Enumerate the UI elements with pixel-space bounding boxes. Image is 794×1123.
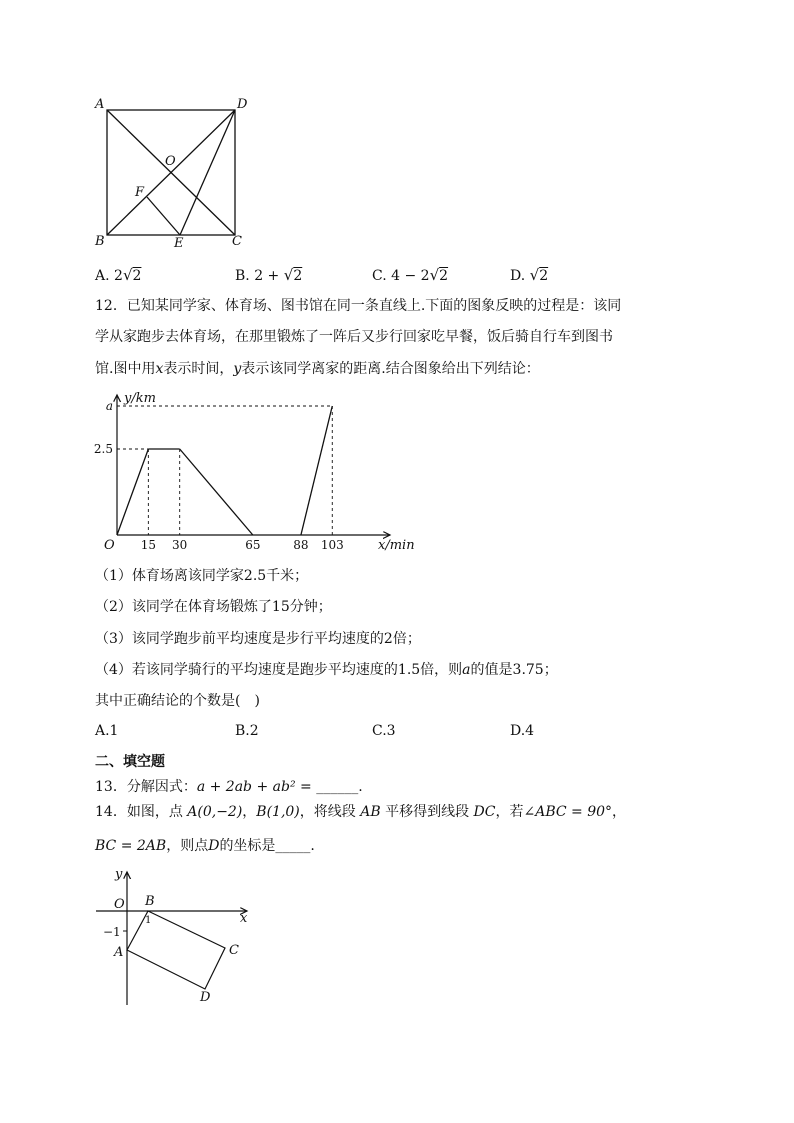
q12-line-3: 馆.图中用x表示时间，y表示该同学离家的距离.结合图象给出下列结论：: [95, 361, 540, 377]
x-tick-30: 30: [172, 538, 188, 552]
q12-question: 其中正确结论的个数是( ): [95, 693, 260, 709]
fig3-label-B: B: [145, 894, 155, 909]
x-tick-88: 88: [293, 538, 309, 552]
q12-line-2: 学从家跑步去体育场，在那里锻炼了一阵后又步行回家吃早餐，饭后骑自行车到图书: [95, 329, 613, 345]
q12-option-b: B.2: [235, 723, 259, 739]
section-heading: 二、填空题: [95, 754, 165, 770]
q12-option-a: A.1: [95, 723, 119, 739]
q12-conclusion-1: （1）体育场离该同学家2.5千米；: [95, 568, 309, 584]
x-axis-label: x/min: [378, 538, 415, 553]
q11-option-d: D. √2: [510, 266, 549, 284]
y-axis-label: y/km: [124, 391, 156, 406]
fig3-x-label: x: [240, 911, 248, 926]
label-O: O: [165, 154, 176, 169]
fig3-label-A: A: [114, 945, 124, 960]
square-figure: [90, 95, 260, 255]
fig3-label-D: D: [200, 990, 211, 1005]
origin-label: O: [104, 538, 115, 553]
q12-option-c: C.3: [372, 723, 396, 739]
q12-option-d: D.4: [510, 723, 535, 739]
distance-time-chart: [90, 390, 420, 560]
fig3-label-C: C: [229, 943, 239, 958]
label-A: A: [95, 97, 105, 112]
label-C: C: [232, 234, 242, 249]
q12-conclusion-3: （3）该同学跑步前平均速度是步行平均速度的2倍；: [95, 631, 421, 647]
q12-conclusion-2: （2）该同学在体育场锻炼了15分钟；: [95, 599, 332, 615]
x-tick-65: 65: [245, 538, 261, 552]
q14-line-2: BC = 2AB，则点D的坐标是_____.: [95, 838, 315, 854]
q13: 13．分解因式：a + 2ab + ab² = ______.: [95, 779, 363, 795]
fig3-tick-minus-1: −1: [103, 925, 121, 939]
label-F: F: [135, 185, 145, 200]
fig3-tick-1: 1: [145, 915, 152, 926]
line-segment-2: [180, 449, 253, 535]
label-D: D: [237, 97, 248, 112]
fig3-y-label: y: [115, 867, 123, 882]
line-segment-0: [117, 449, 148, 535]
q14-line-1: 14．如图，点 A(0,−2)，B(1,0)，将线段 AB 平移得到线段 DC，若∠ABC = 90°，: [95, 804, 627, 820]
q12-conclusion-4: （4）若该同学骑行的平均速度是跑步平均速度的1.5倍，则a的值是3.75；: [95, 662, 558, 678]
line-segment-4: [301, 406, 332, 535]
q11-option-b: B. 2 + √2: [235, 266, 303, 284]
q12-line-1: 12．已知某同学家、体育场、图书馆在同一条直线上.下面的图象反映的过程是：该同: [95, 298, 622, 314]
q11-option-c: C. 4 − 2√2: [372, 266, 449, 284]
x-tick-15: 15: [140, 538, 156, 552]
coordinate-figure: [92, 865, 262, 1010]
y-tick-a: a: [105, 399, 113, 413]
y-tick-2-5: 2.5: [93, 442, 113, 456]
q11-option-a: A. 2√2: [95, 266, 142, 284]
label-B: B: [95, 234, 105, 249]
label-E: E: [174, 236, 184, 251]
x-tick-103: 103: [320, 538, 344, 552]
fig3-origin-label: O: [114, 897, 125, 912]
